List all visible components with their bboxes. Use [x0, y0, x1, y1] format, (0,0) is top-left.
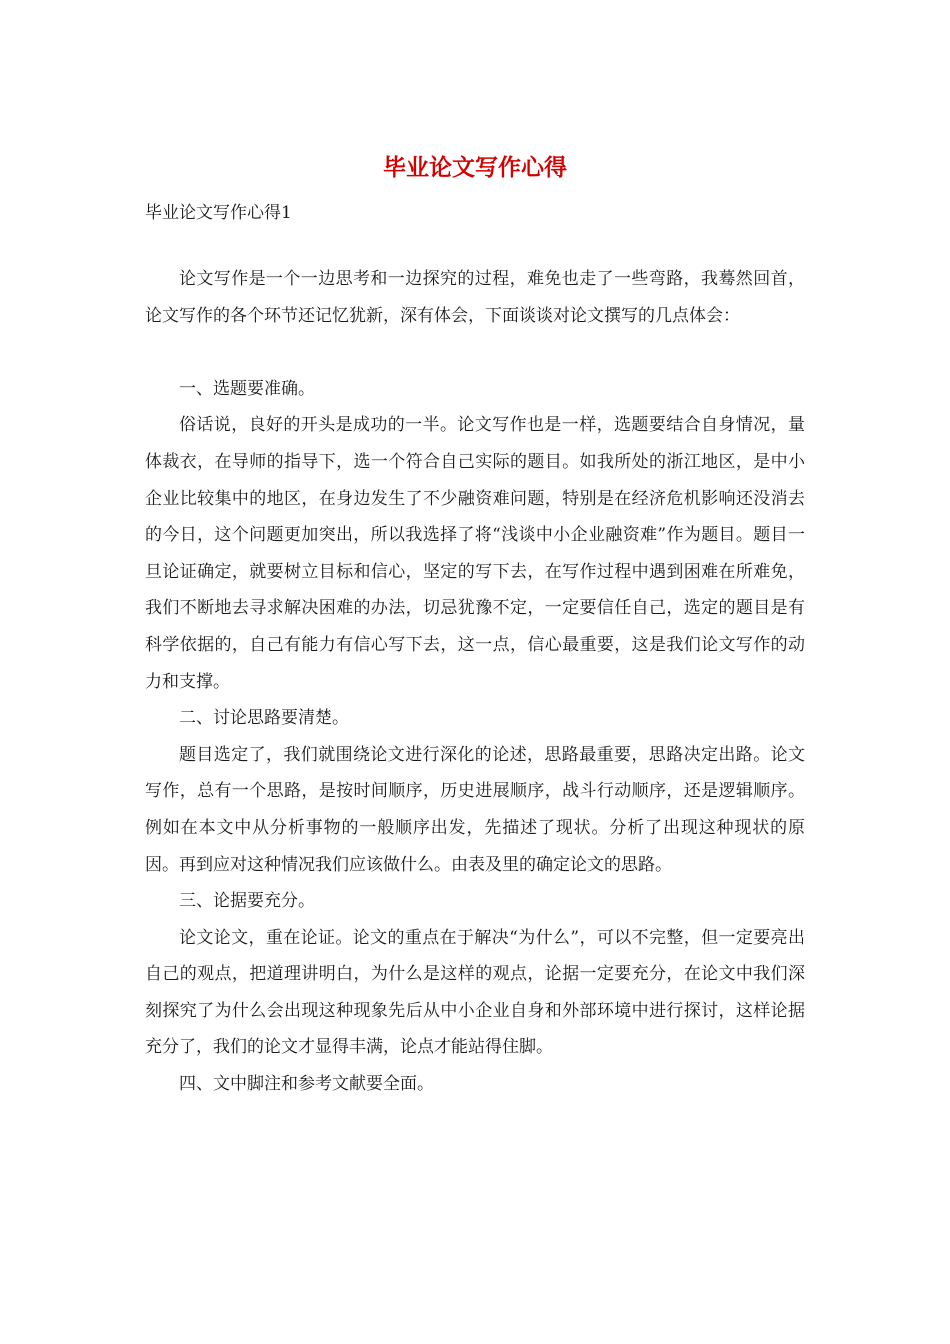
section-heading-1: 一、选题要准确。 — [179, 378, 315, 399]
blank-line — [145, 334, 805, 371]
document-title: 毕业论文写作心得 — [383, 154, 567, 181]
document-body — [145, 261, 805, 1103]
section-paragraph-3: 论文论文，重在论证。论文的重点在于解决“为什么”，可以不完整，但一定要亮出自己的观点，把道理讲明白，为什么是这样的观点，论据一定要充分，在论文中我们深刻探究了为什么会出现这种现象先后从中小企业自身和外部环境中进行探讨，这样论据充分了，我们的论文才显得丰满，论点才能站得住脚。 — [145, 927, 805, 1058]
intro-paragraph: 论文写作是一个一边思考和一边探究的过程，难免也走了一些弯路，我蓦然回首，论文写作的各个环节还记忆犹新，深有体会，下面谈谈对论文撰写的几点体会： — [145, 269, 805, 326]
section-heading-3: 三、论据要充分。 — [179, 891, 315, 912]
section-heading-2: 二、讨论思路要清楚。 — [179, 708, 349, 729]
section-heading-4: 四、文中脚注和参考文献要全面。 — [179, 1074, 434, 1095]
section-paragraph-2: 题目选定了，我们就围绕论文进行深化的论述，思路最重要，思路决定出路。论文写作，总有一个思路，是按时间顺序，历史进展顺序，战斗行动顺序，还是逻辑顺序。例如在本文中从分析事物的一般顺序出发，先描述了现状。分析了出现这种现状的原因。再到应对这种情况我们应该做什么。由表及里的确定论文的思路。 — [145, 744, 805, 875]
document-subtitle: 毕业论文写作心得1 — [145, 203, 292, 223]
section-paragraph-1: 俗话说，良好的开头是成功的一半。论文写作也是一样，选题要结合自身情况，量体裁衣，在导师的指导下，选一个符合自己实际的题目。如我所处的浙江地区，是中小企业比较集中的地区，在身边发生了不少融资难问题，特别是在经济危机影响还没消去的今日，这个问题更加突出，所以我选择了将“浅谈中小企业融资难”作为题目。题目一旦论证确定，就要树立目标和信心，坚定的写下去，在写作过程中遇到困难在所难免，我们不断地去寻求解决困难的办法，切忌犹豫不定，一定要信任自己，选定的题目是有科学依据的，自己有能力有信心写下去，这一点，信心最重要，这是我们论文写作的动力和支撑。 — [145, 415, 805, 692]
